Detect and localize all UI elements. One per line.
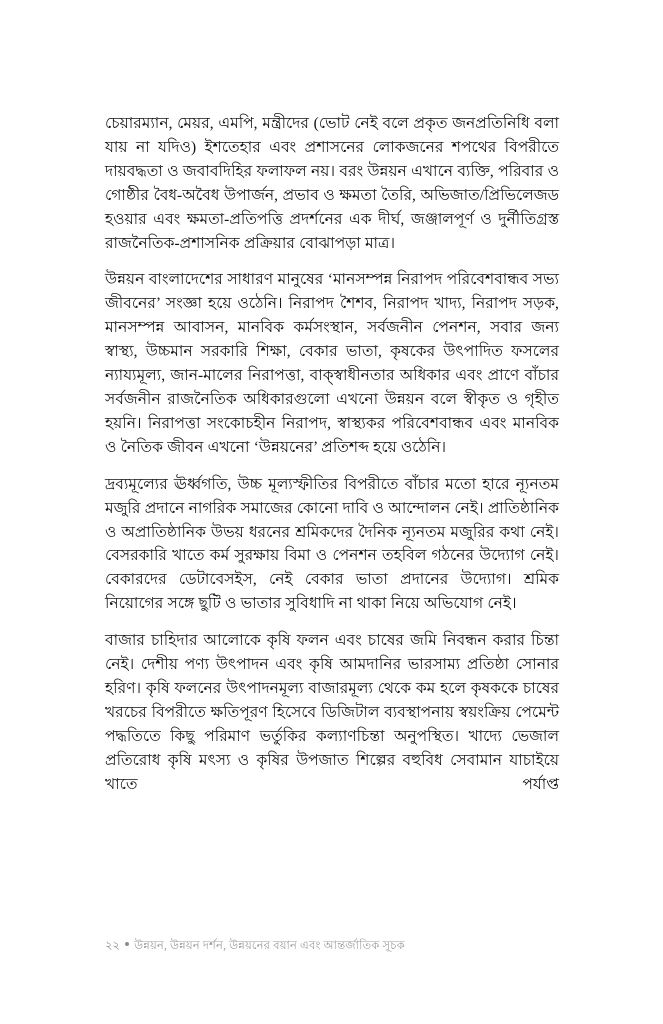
page-footer [105,938,559,953]
body-paragraph: চেয়ারম্যান, মেয়র, এমপি, মন্ত্রীদের (ভোট নেই বলে প্রকৃত জনপ্রতিনিধি বলা যায় না যদিও) ইশতেহার এবং প্রশাসনের লোকজনের শপথের বিপরীতে দায়বদ্ধতা ও জবাবদিহির ফলাফল নয়। বরং উন্নয়ন এখানে ব্যক্তি, পরিবার ও গোষ্ঠীর বৈধ-অবৈধ উপার্জন, প্রভাব ও ক্ষমতা তৈরি, অভিজাত/প্রিভিলেজড হওয়ার এবং ক্ষমতা-প্রতিপত্তি প্রদর্শনের এক দীর্ঘ, জঞ্জালপূর্ণ ও দুর্নীতিগ্রস্ত রাজনৈতিক-প্রশাসনিক প্রক্রিয়ার বোঝাপড়া মাত্র। [105,115,559,252]
body-paragraph: দ্রব্যমূল্যের ঊর্ধ্বগতি, উচ্চ মূল্যস্ফীতির বিপরীতে বাঁচার মতো হারে ন্যূনতম মজুরি প্রদানে নাগরিক সমাজের কোনো দাবি ও আন্দোলন নেই। প্রাতিষ্ঠানিক ও অপ্রাতিষ্ঠানিক উভয় ধরনের শ্রমিকদের দৈনিক ন্যূনতম মজুরির কথা নেই। বেসরকারি খাতে কর্ম সুরক্ষায় বিমা ও পেনশন তহবিল গঠনের উদ্যোগ নেই। বেকারদের ডেটাবেসইস, নেই বেকার ভাতা প্রদানের উদ্যোগ। শ্রমিক নিয়োগের সঙ্গে ছুটি ও ভাতার সুবিধাদি না থাকা নিয়ে অভিযোগ নেই। [105,475,559,613]
page-text-column [105,112,559,796]
running-title: উন্নয়ন, উন্নয়ন দর্শন, উন্নয়নের বয়ান এবং আন্তর্জাতিক সূচক [134,939,405,952]
bullet-separator-icon [125,942,129,946]
body-paragraph: উন্নয়ন বাংলাদেশের সাধারণ মানুষের ‘মানসম্পন্ন নিরাপদ পরিবেশবান্ধব সভ্য জীবনের’ সংজ্ঞা হয়ে ওঠেনি। নিরাপদ শৈশব, নিরাপদ খাদ্য, নিরাপদ সড়ক, মানসম্পন্ন আবাসন, মানবিক কর্মসংস্থান, সর্বজনীন পেনশন, সবার জন্য স্বাস্থ্য, উচ্চমান সরকারি শিক্ষা, বেকার ভাতা, কৃষকের উৎপাদিত ফসলের ন্যায্যমূল্য, জান-মালের নিরাপত্তা, বাক্‌স্বাধীনতার অধিকার এবং প্রাণে বাঁচার সর্বজনীন রাজনৈতিক অধিকারগুলো এখনো উন্নয়ন বলে স্বীকৃত ও গৃহীত হয়নি। নিরাপত্তা সংকোচহীন নিরাপদ, স্বাস্থ্যকর পরিবেশবান্ধব এবং মানবিক ও নৈতিক জীবন এখনো ‘উন্নয়নের’ প্রতিশব্দ হয়ে ওঠেনি। [105,271,559,456]
body-paragraph: বাজার চাহিদার আলোকে কৃষি ফলন এবং চাষের জমি নিবন্ধন করার চিন্তা নেই। দেশীয় পণ্য উৎপাদন এবং কৃষি আমদানির ভারসাম্য প্রতিষ্ঠা সোনার হরিণ। কৃষি ফলনের উৎপাদনমূল্য বাজারমূল্য থেকে কম হলে কৃষককে চাষের খরচের বিপরীতে ক্ষতিপূরণ হিসেবে ডিজিটাল ব্যবস্থাপনায় স্বয়ংক্রিয় পেমেন্ট পদ্ধতিতে কিছু পরিমাণ ভর্তুকির কল্যাণচিন্তা অনুপস্থিত। খাদ্যে ভেজাল প্রতিরোধ কৃষি মৎস্য ও কৃষির উপজাত শিল্পের বহুবিধ সেবামান যাচাইয়ে খাতে পর্যাপ্ত [105,632,559,793]
page-number: ২২ [105,939,121,952]
